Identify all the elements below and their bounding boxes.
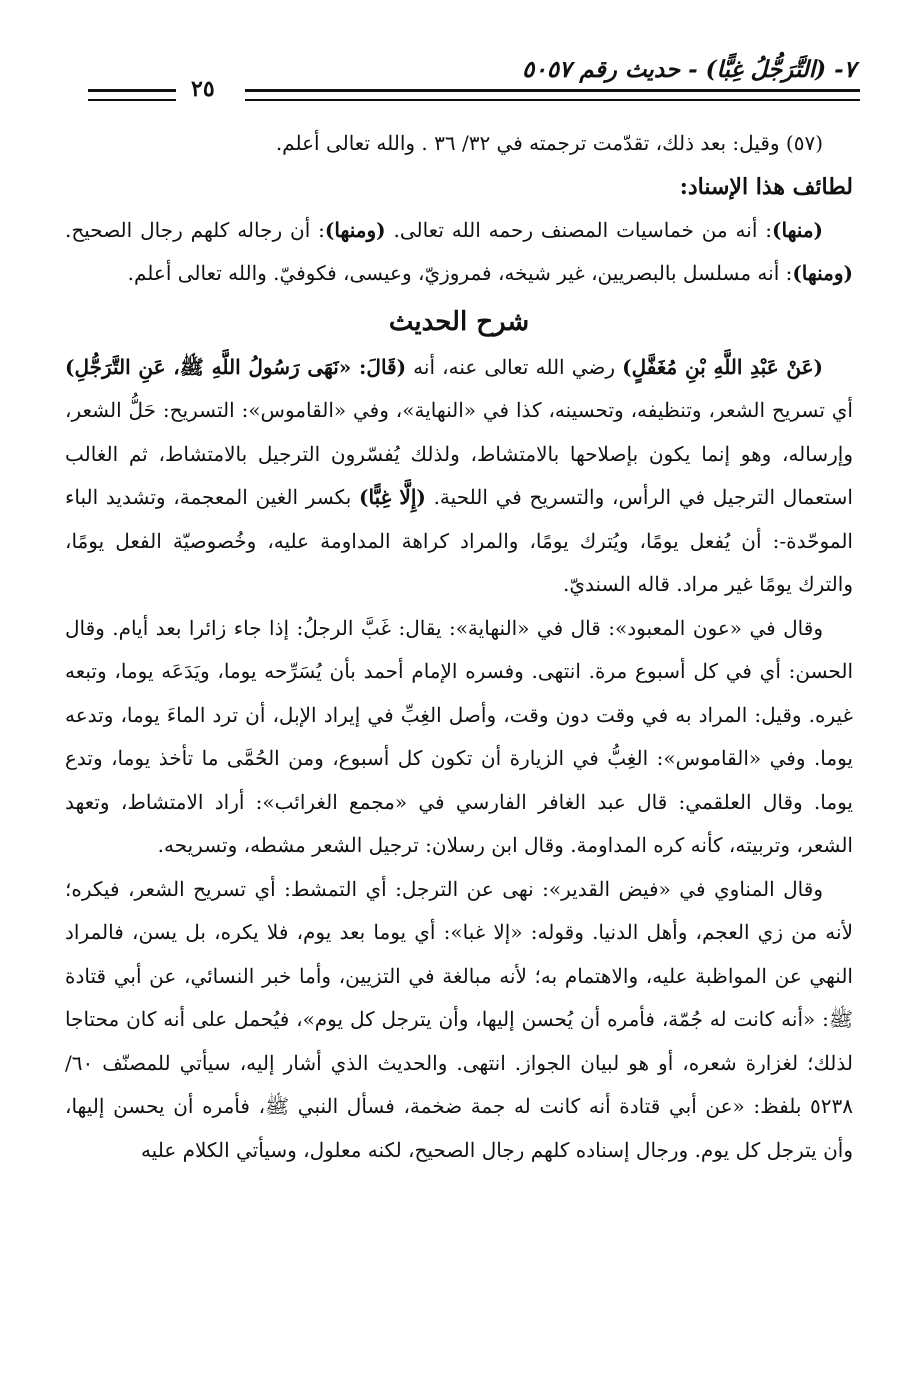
text-segment: رضي الله تعالى عنه، أنه: [406, 354, 623, 379]
paragraph-fayd-al-qadir: وقال المناوي في «فيض القدير»: نهى عن الترجل: أي التمشط: أي تسريح الشعر، فيكره؛ لأنه من زي العجم، وأهل الدنيا. وقوله: «إلا غبا»: أي يوما بعد يوم، فلا يكره، بل يسن، فالمراد النهي عن المواظبة عليه، والاهتمام به؛ لأنه مبالغة في التزيين، وأما خبر النسائي، عن أبي قتادة ﷺ: «أنه كانت له جُمّة، فأمره أن يُحسن إليها، وأن يترجل كل يوم»، فيُحمل على أنه كان محتاجا لذلك؛ لغزارة شعره، أو هو لبيان الجواز. انتهى. والحديث الذي أشار إليه، سيأتي للمصنّف ٦٠/ ٥٢٣٨ بلفظ: «عن أبي قتادة أنه كانت له جمة ضخمة، فسأل النبي ﷺ، فأمره أن يحسن إليها، وأن يترجل كل يوم. ورجال إسناده كلهم رجال الصحيح، لكنه معلول، وسيأتي الكلام عليه: [65, 876, 853, 1162]
hadith-quote: (قَالَ: «نَهَى رَسُولُ اللَّهِ ﷺ، عَنِ التَّرَجُّلِ): [65, 354, 407, 379]
text-segment: بكسر الغين المعجمة، وتشديد الباء الموحّدة-: أن يُفعل يومًا، ويُترك يومًا، والمراد كراهة المداومة عليه، وخُصوصيّة الفعل يومًا، والترك يومًا غير مراد. قاله السنديّ.: [65, 485, 853, 596]
hadith-quote: (عَنْ عَبْدِ اللَّهِ بْنِ مُغَفَّلٍ): [622, 354, 823, 379]
text-segment: أي تسريح الشعر، وتنظيفه، وتحسينه، كذا في «النهاية»، وفي «القاموس»: التسريح: حَلُّ الشعر، وإرساله، وهو إنما يكون بإصلاحها بالامتشاط، ولذلك يُفسّرون الترجيل بالامتشاط، ثم الغالب استعمال الترجيل في الرأس، والتسريح في اللحية.: [65, 398, 853, 509]
paragraph-latayif: [65, 209, 853, 296]
running-head: [88, 52, 860, 102]
text-segment: : أنه مسلسل بالبصريين، غير شيخه، فمروزيّ، وعيسى، فكوفيّ. والله تعالى أعلم.: [127, 261, 793, 285]
heading-latayif-al-isnad: لطائف هذا الإسناد:: [679, 173, 853, 200]
label-wa-minha: (ومنها): [324, 217, 386, 242]
text-segment: : أن رجاله كلهم رجال الصحيح.: [65, 217, 325, 242]
text-segment: : أنه من خماسيات المصنف رحمه الله تعالى.: [385, 217, 773, 242]
running-head-rule-long: [245, 89, 860, 101]
paragraph-narrator-note: (٥٧) وقيل: بعد ذلك، تقدّمت ترجمته في ٣٢/ ٣٦ . والله تعالى أعلم.: [275, 131, 823, 155]
label-minha: (منها): [772, 217, 824, 242]
label-wa-minha: (ومنها): [792, 261, 853, 285]
running-head-rule-short: [88, 89, 176, 101]
paragraph-sharh-1: [65, 346, 853, 607]
heading-sharh-al-hadith: شرح الحديث: [388, 306, 530, 337]
page-body: [65, 122, 853, 1172]
page-number: ٢٥: [191, 76, 215, 102]
running-head-title: ٧- (التَّرَجُّلُ غِبًّا) - حديث رقم ٥٠٥٧: [521, 56, 856, 83]
paragraph-awn-al-mabud: وقال في «عون المعبود»: قال في «النهاية»: يقال: غَبَّ الرجلُ: إذا جاء زائرا بعد أيام. وقال الحسن: أي في كل أسبوع مرة. انتهى. وفسره الإمام أحمد بأن يُسَرِّحه يوما، ويَدَعَه يوما، وتبعه غيره. وقيل: المراد به في وقت دون وقت، وأصل الغِبِّ في إيراد الإبل، أن ترد الماءَ يوما، وتدعه يوما. وفي «القاموس»: الغِبُّ في الزيارة أن تكون كل أسبوع، ومن الحُمَّى ما تأخذ يوما، وتدع يوما. وقال العلقمي: قال عبد الغافر الفارسي في «مجمع الغرائب»: أراد الامتشاط، وتعهد الشعر، وتربيته، كأنه كره المداومة. وقال ابن رسلان: ترجيل الشعر مشطه، وتسريحه.: [65, 615, 854, 857]
hadith-quote: (إِلَّا غِبًّا): [359, 485, 426, 509]
